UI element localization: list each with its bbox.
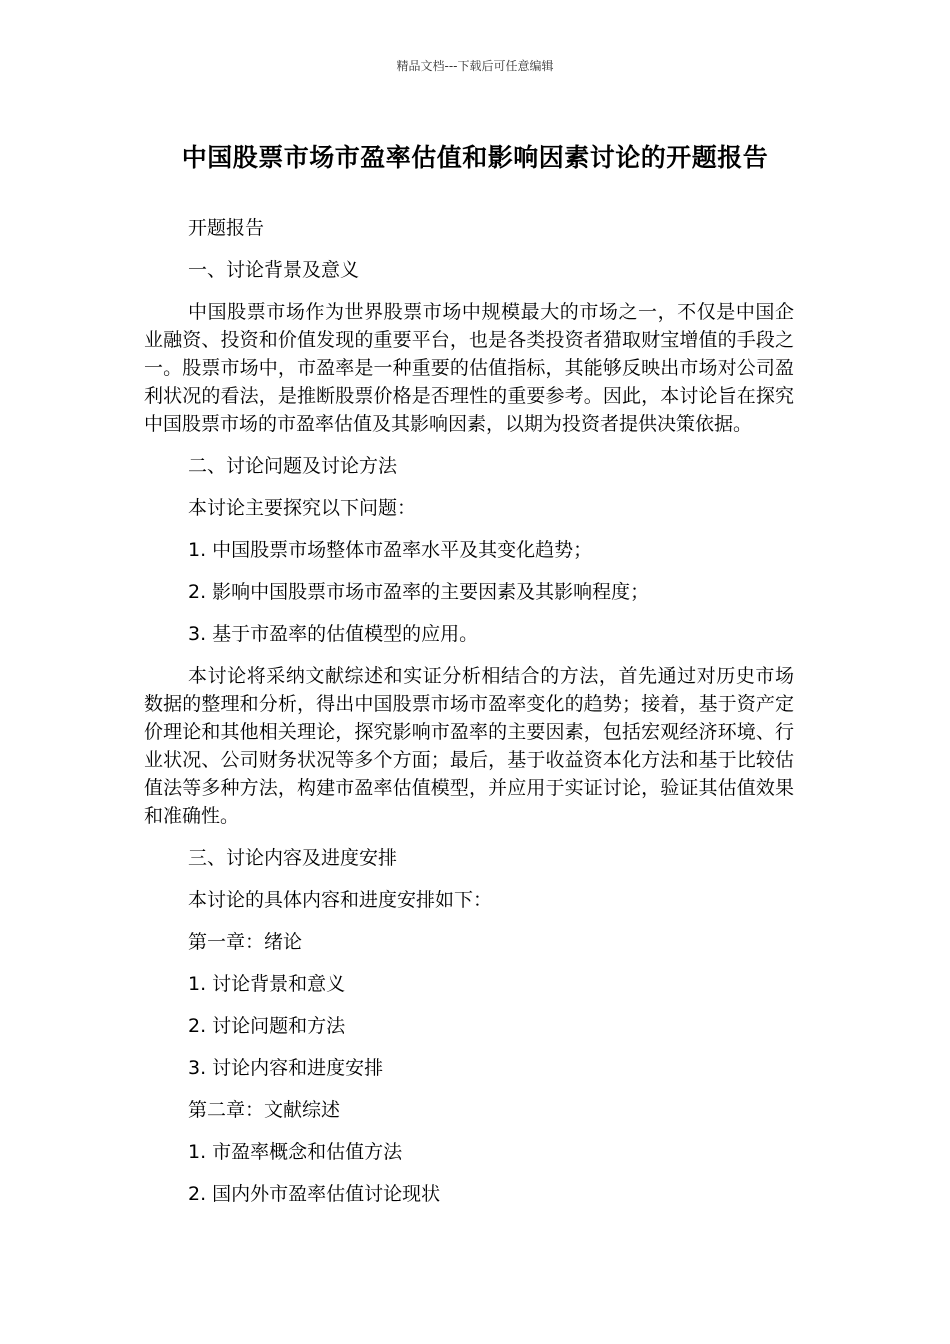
list-item: 1. 市盈率概念和估值方法 (188, 1141, 403, 1163)
paragraph-background: 中国股票市场作为世界股票市场中规模最大的市场之一，不仅是中国企业融资、投资和价值发现的重要平台，也是各类投资者猎取财宝增值的手段之一。股票市场中，市盈率是一种重要的估值指标，其能够反映出市场对公司盈利状况的看法，是推断股票价格是否理性的重要参考。因此，本讨论旨在探究中国股票市场的市盈率估值及其影响因素，以期为投资者提供决策依据。 (144, 301, 794, 435)
header-note: 精品文档---下载后可任意编辑 (396, 59, 554, 73)
section-label-proposal: 开题报告 (188, 217, 265, 239)
section-heading-2: 二、讨论问题及讨论方法 (188, 455, 398, 477)
chapter-heading-2: 第二章：文献综述 (188, 1099, 341, 1121)
document-title: 中国股票市场市盈率估值和影响因素讨论的开题报告 (181, 143, 769, 172)
list-item: 1. 讨论背景和意义 (188, 973, 346, 995)
list-item: 2. 讨论问题和方法 (188, 1015, 346, 1037)
paragraph-methods: 本讨论将采纳文献综述和实证分析相结合的方法，首先通过对历史市场数据的整理和分析，得出中国股票市场市盈率变化的趋势；接着，基于资产定价理论和其他相关理论，探究影响市盈率的主要因素，包括宏观经济环境、行业状况、公司财务状况等多个方面；最后，基于收益资本化方法和基于比较估值法等多种方法，构建市盈率估值模型，并应用于实证讨论，验证其估值效果和准确性。 (144, 665, 794, 827)
list-item: 2. 影响中国股票市场市盈率的主要因素及其影响程度； (188, 581, 650, 603)
list-item: 3. 讨论内容和进度安排 (188, 1057, 384, 1079)
chapter-heading-1: 第一章：绪论 (188, 931, 303, 953)
section-heading-3: 三、讨论内容及进度安排 (188, 847, 398, 869)
schedule-intro: 本讨论的具体内容和进度安排如下： (188, 889, 493, 911)
list-item: 2. 国内外市盈率估值讨论现状 (188, 1183, 441, 1205)
document-body (144, 214, 794, 1222)
questions-intro: 本讨论主要探究以下问题： (188, 497, 417, 519)
list-item: 1. 中国股票市场整体市盈率水平及其变化趋势； (188, 539, 593, 561)
list-item: 3. 基于市盈率的估值模型的应用。 (188, 623, 479, 645)
section-heading-1: 一、讨论背景及意义 (188, 259, 360, 281)
